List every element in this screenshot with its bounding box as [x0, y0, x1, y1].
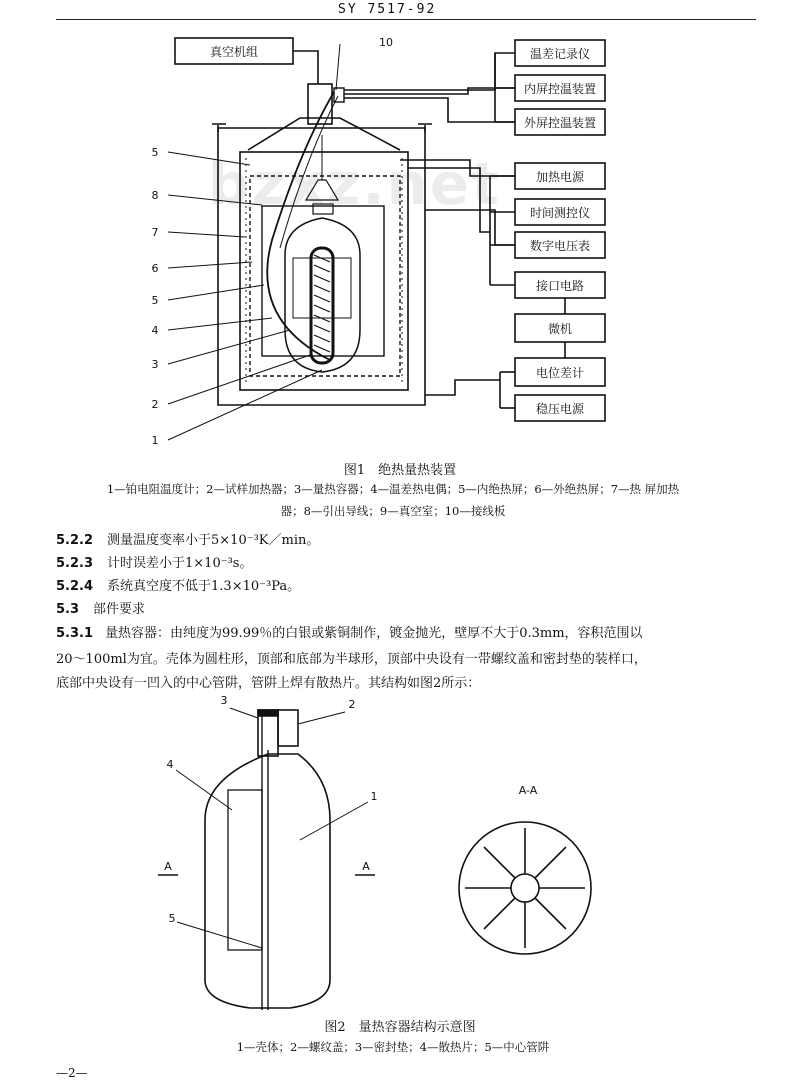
svg-text:3: 3	[220, 694, 228, 707]
figure1-diagram	[0, 0, 800, 450]
svg-text:3: 3	[151, 358, 159, 371]
svg-text:数字电压表: 数字电压表	[529, 239, 591, 253]
svg-text:1: 1	[370, 790, 378, 803]
svg-text:8: 8	[151, 189, 159, 202]
svg-text:5: 5	[151, 146, 159, 159]
svg-text:温差记录仪: 温差记录仪	[529, 47, 591, 61]
page-number: —2—	[56, 1066, 88, 1080]
svg-text:4: 4	[151, 324, 159, 337]
svg-text:A: A	[362, 860, 370, 873]
svg-text:7: 7	[151, 226, 159, 239]
figure1-legend-line2: 器；8—引出导线；9—真空室；10—接线板	[280, 504, 506, 518]
figure2-legend: 1—壳体；2—螺纹盖；3—密封垫；4—散热片；5—中心管阱	[236, 1040, 550, 1054]
svg-text:外屏控温装置: 外屏控温装置	[523, 116, 597, 130]
spec-5-2-3: 5.2.3 计时误差小于1×10⁻³s。	[56, 556, 253, 571]
figure1-caption: 图1 绝热量热装置	[343, 463, 457, 478]
section-5-3-1-line1: 5.3.1 量热容器：由纯度为99.99％的白银或紫铜制作，镀金抛光，壁厚不大于0.3mm，容积范围以	[56, 626, 643, 641]
standard-number: SY 7517-92	[338, 2, 437, 17]
svg-text:2: 2	[151, 398, 159, 411]
watermark: bzxz.net	[208, 150, 501, 218]
spec-5-2-2: 5.2.2 测量温度变率小于5×10⁻³K／min。	[56, 533, 320, 548]
svg-text:时间测控仪: 时间测控仪	[529, 206, 591, 220]
section-5-3-1-line3: 底部中央设有一凹入的中心管阱，管阱上焊有散热片。其结构如图2所示：	[56, 676, 481, 691]
svg-text:5: 5	[151, 294, 159, 307]
svg-text:10: 10	[379, 36, 393, 49]
svg-text:5: 5	[168, 912, 176, 925]
svg-text:4: 4	[166, 758, 174, 771]
section-5-3-heading: 5.3 部件要求	[56, 602, 146, 617]
figure2-caption: 图2 量热容器结构示意图	[324, 1020, 476, 1035]
svg-text:2: 2	[348, 698, 356, 711]
vacuum-unit-label: 真空机组	[209, 45, 259, 59]
svg-text:内屏控温装置: 内屏控温装置	[523, 82, 597, 96]
svg-text:电位差计: 电位差计	[535, 366, 585, 380]
section-5-3-1-line2: 20～100ml为宜。壳体为圆柱形，顶部和底部为半球形，顶部中央设有一带螺纹盖和密封垫的装样口，	[56, 652, 647, 667]
svg-text:1: 1	[151, 434, 159, 447]
svg-text:A-A: A-A	[518, 784, 538, 797]
svg-text:A: A	[164, 860, 172, 873]
svg-text:加热电源: 加热电源	[535, 170, 585, 184]
svg-text:6: 6	[151, 262, 159, 275]
figure1-legend-line1: 1—铂电阻温度计；2—试样加热器；3—量热容器；4—温差热电偶；5—内绝热屏；6—外绝热屏；7—热 屏加热	[106, 482, 680, 496]
spec-5-2-4: 5.2.4 系统真空度不低于1.3×10⁻³Pa。	[56, 579, 301, 594]
svg-text:微机: 微机	[547, 322, 573, 336]
svg-text:接口电路: 接口电路	[535, 279, 585, 293]
svg-text:稳压电源: 稳压电源	[535, 402, 585, 416]
figure2-diagram	[0, 690, 800, 1010]
